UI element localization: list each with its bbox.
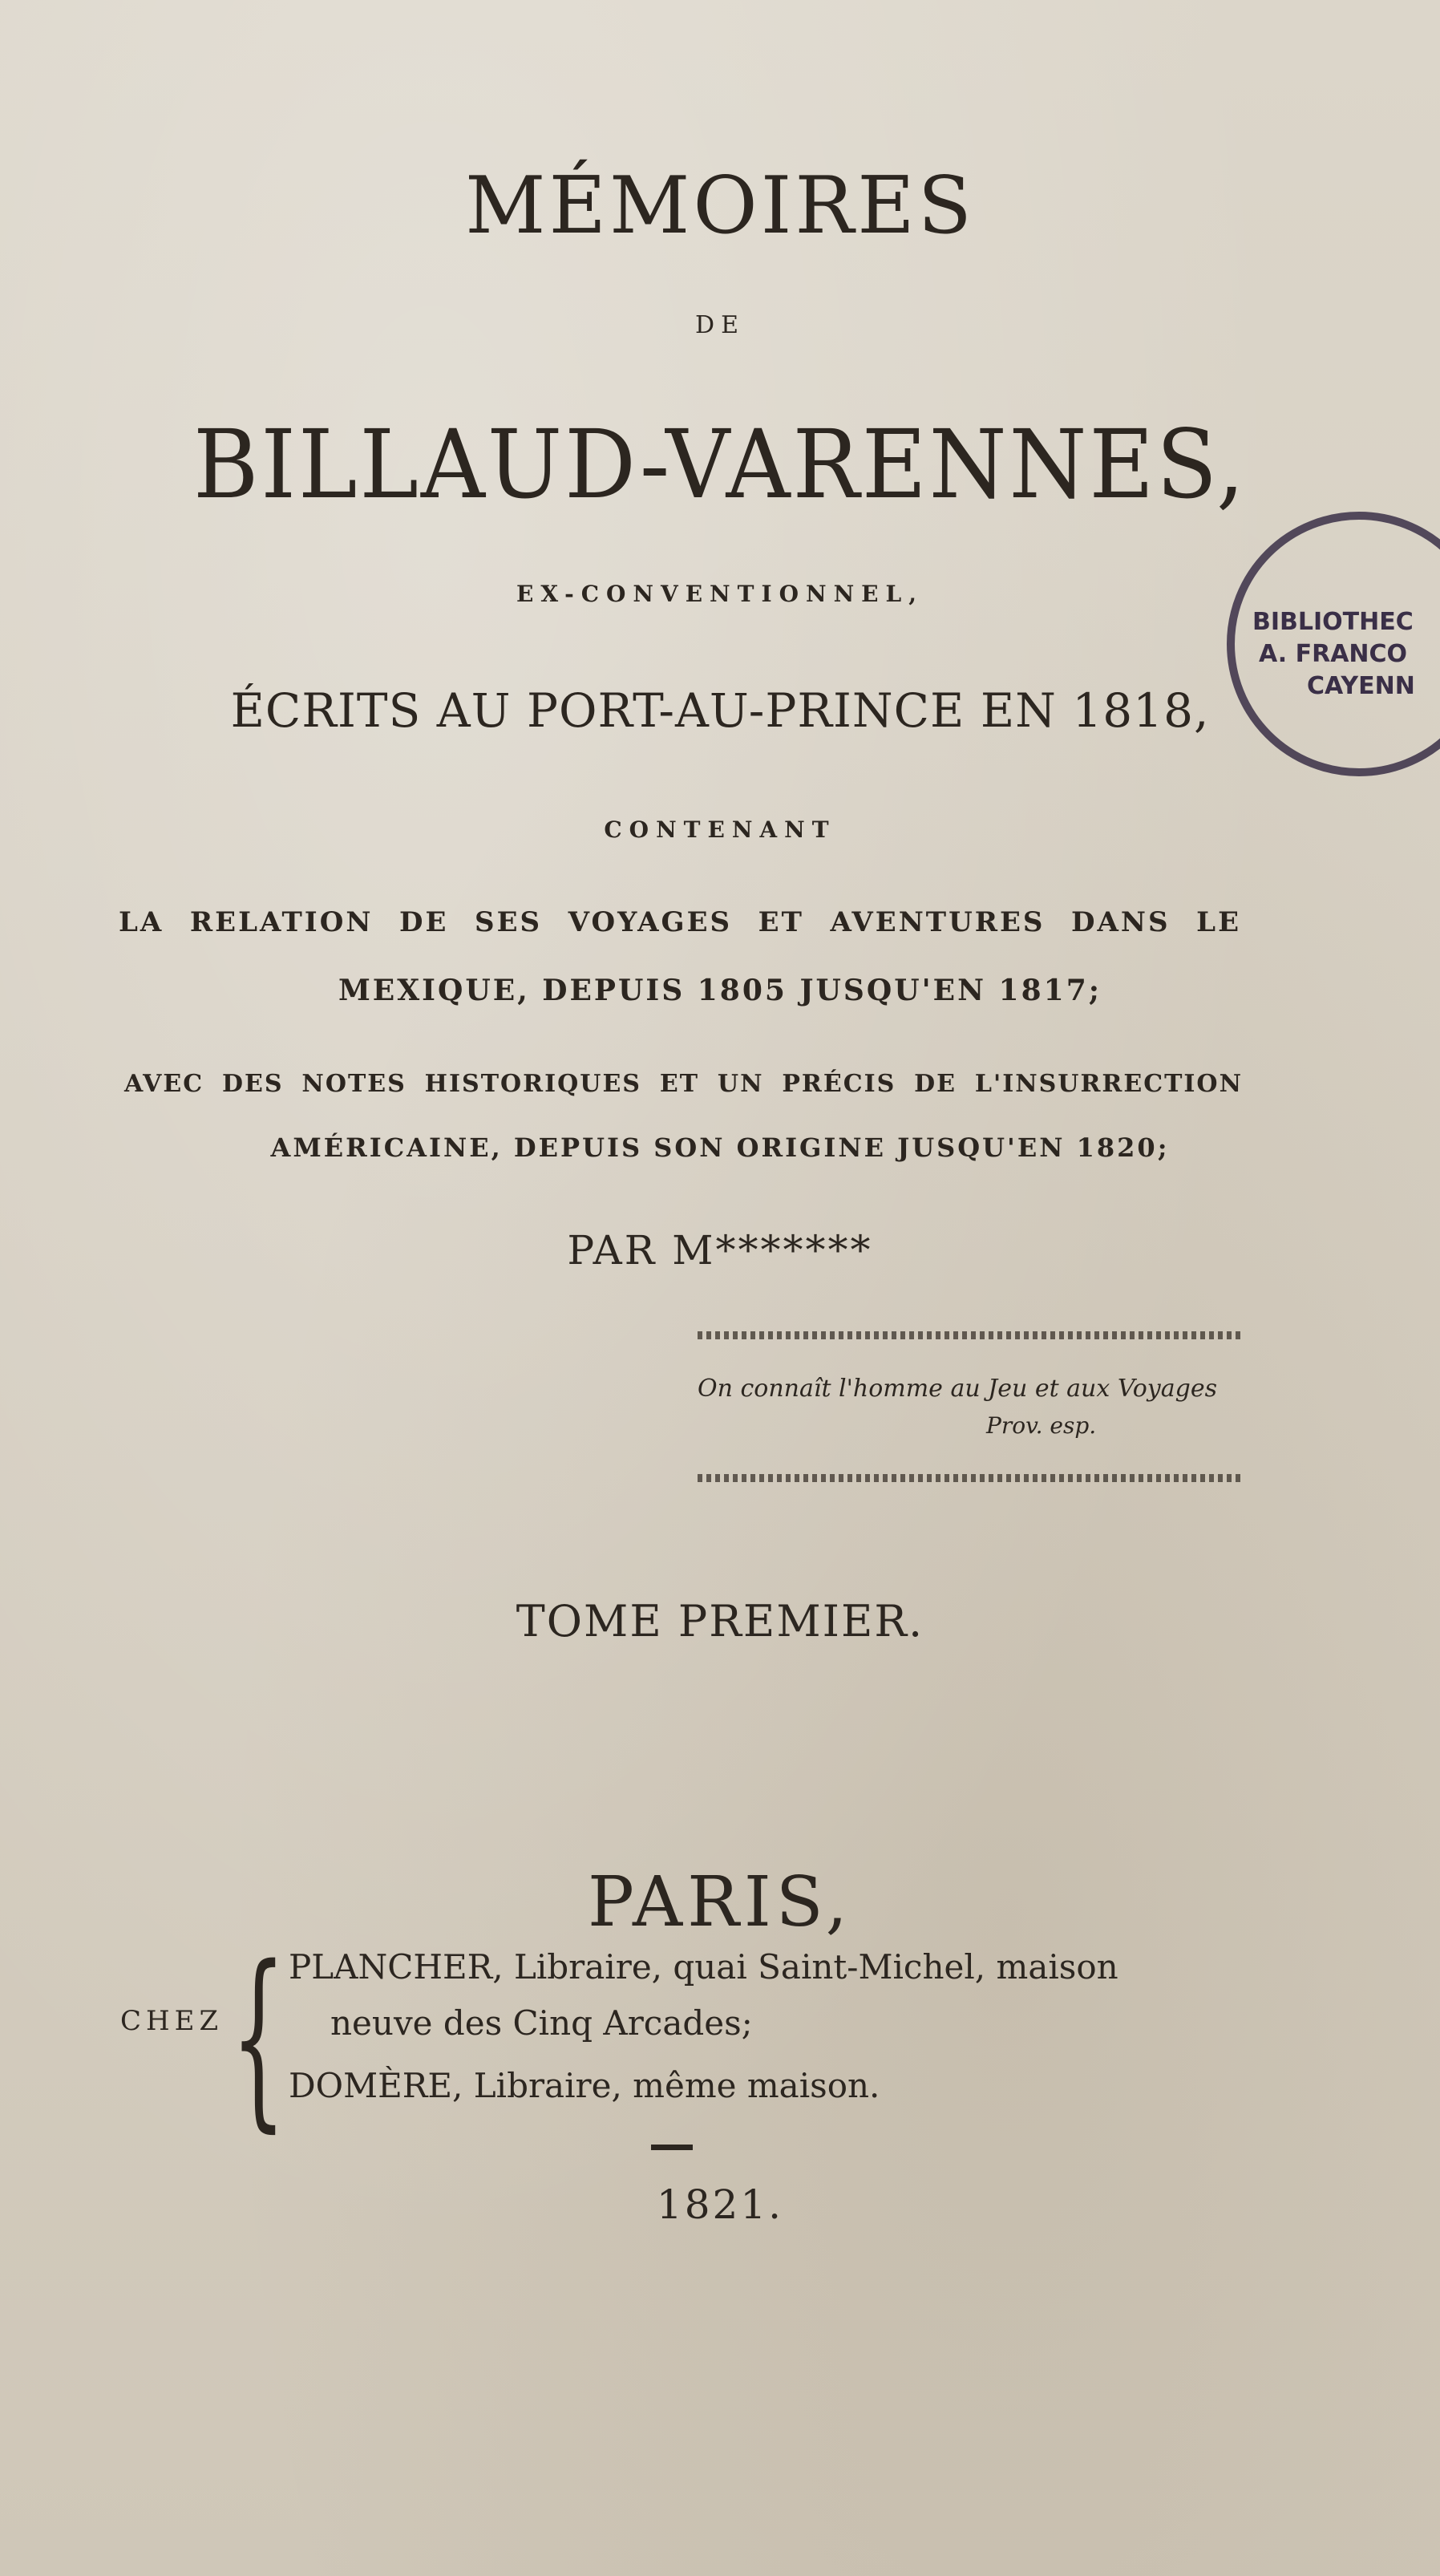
- notes-line-1: AVEC DES NOTES HISTORIQUES ET UN PRÉCIS DE L'INSURRECTION: [124, 1070, 1243, 1098]
- publisher-1-line-2: neuve des Cinq Arcades;: [330, 2003, 753, 2043]
- imprint-dash: [651, 2145, 693, 2150]
- byline: PAR M*******: [567, 1227, 873, 1274]
- epigraph: [698, 1331, 1243, 1482]
- ornamental-rule-top: [698, 1331, 1243, 1339]
- relation-line-2: MEXIQUE, DEPUIS 1805 JUSQU'EN 1817;: [338, 974, 1102, 1007]
- notes-line-2: AMÉRICAINE, DEPUIS SON ORIGINE JUSQU'EN 1820;: [270, 1132, 1170, 1163]
- brace-icon: {: [231, 1925, 286, 2149]
- relation-line-1: LA RELATION DE SES VOYAGES ET AVENTURES DANS LE: [119, 906, 1241, 938]
- imprint-city: PARIS,: [588, 1862, 852, 1942]
- author-qualifier: EX-CONVENTIONNEL,: [516, 581, 924, 607]
- volume-label: TOME PREMIER.: [516, 1596, 924, 1646]
- stamp-line-2: A. FRANCO: [1259, 640, 1408, 668]
- library-stamp: [1227, 512, 1440, 784]
- epigraph-text: On connaît l'homme au Jeu et aux Voyages: [698, 1375, 1217, 1403]
- stamp-line-1: BIBLIOTHEC: [1252, 608, 1414, 636]
- author-name: BILLAUD-VARENNES,: [192, 409, 1248, 520]
- epigraph-source: Prov. esp.: [986, 1412, 1097, 1439]
- contents-heading: CONTENANT: [604, 816, 836, 843]
- imprint-year: 1821.: [656, 2181, 784, 2228]
- written-at-line: ÉCRITS AU PORT-AU-PRINCE EN 1818,: [230, 683, 1210, 738]
- stamp-line-3: CAYENN: [1307, 672, 1415, 700]
- title-de: DE: [695, 311, 745, 339]
- main-title: MÉMOIRES: [465, 160, 975, 252]
- imprint-chez: CHEZ: [120, 2005, 224, 2037]
- publisher-1-line-1: PLANCHER, Libraire, quai Saint-Michel, maison: [289, 1947, 1118, 1987]
- ornamental-rule-bottom: [698, 1474, 1243, 1482]
- publisher-2: DOMÈRE, Libraire, même maison.: [289, 2066, 880, 2105]
